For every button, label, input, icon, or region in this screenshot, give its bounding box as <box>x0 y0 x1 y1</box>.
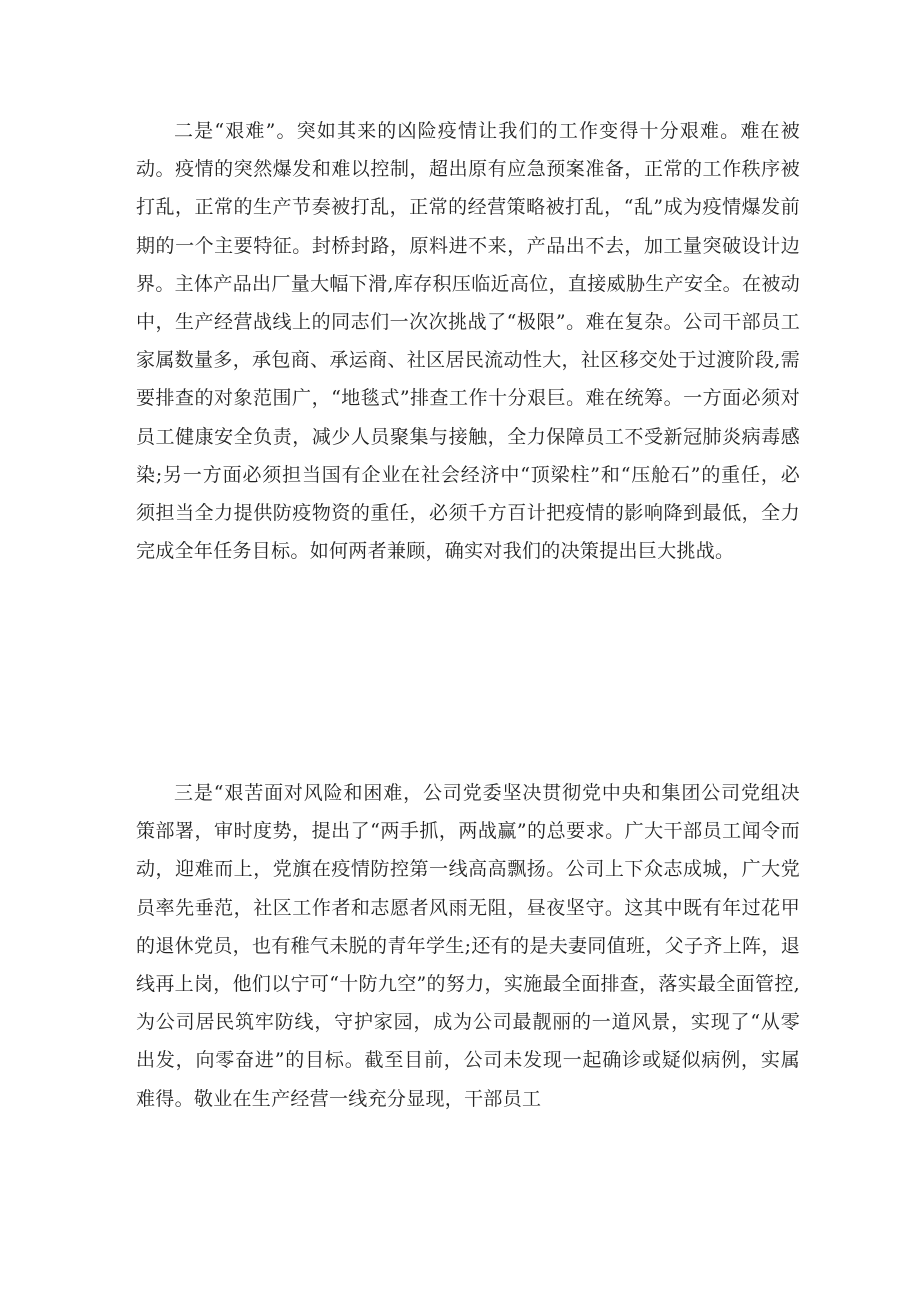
paragraph-hardship <box>136 112 800 570</box>
paragraph-arduous <box>136 774 800 1118</box>
paragraph-text: 二是“艰难”。突如其来的凶险疫情让我们的工作变得十分艰难。难在被动。疫情的突然爆发和难以控制，超出原有应急预案准备，正常的工作秩序被打乱，正常的生产节奏被打乱，正常的经营策略被打乱，“乱”成为疫情爆发前期的一个主要特征。封桥封路，原料进不来，产品出不去，加工量突破设计边界。主体产品出厂量大幅下滑,库存积压临近高位，直接威胁生产安全。在被动中，生产经营战线上的同志们一次次挑战了“极限”。难在复杂。公司干部员工家属数量多，承包商、承运商、社区居民流动性大，社区移交处于过渡阶段,需要排查的对象范围广，“地毯式”排查工作十分艰巨。难在统筹。一方面必须对员工健康安全负责，减少人员聚集与接触，全力保障员工不受新冠肺炎病毒感染;另一方面必须担当国有企业在社会经济中“顶梁柱”和“压舱石”的重任，必须担当全力提供防疫物资的重任，必须千方百计把疫情的影响降到最低，全力完成全年任务目标。如何两者兼顾，确实对我们的决策提出巨大挑战。 <box>136 120 800 563</box>
paragraph-text: 三是“艰苦面对风险和困难，公司党委坚决贯彻党中央和集团公司党组决策部署，审时度势，提出了“两手抓，两战赢”的总要求。广大干部员工闻令而动，迎难而上，党旗在疫情防控第一线高高飘扬。公司上下众志成城，广大党员率先垂范，社区工作者和志愿者风雨无阻，昼夜坚守。这其中既有年过花甲的退休党员，也有稚气未脱的青年学生;还有的是夫妻同值班，父子齐上阵，退线再上岗，他们以宁可“十防九空”的努力，实施最全面排查，落实最全面管控,为公司居民筑牢防线，守护家园，成为公司最靓丽的一道风景，实现了“从零出发，向零奋进”的目标。截至目前，公司未发现一起确诊或疑似病例，实属难得。敬业在生产经营一线充分显现，干部员工 <box>136 782 800 1110</box>
